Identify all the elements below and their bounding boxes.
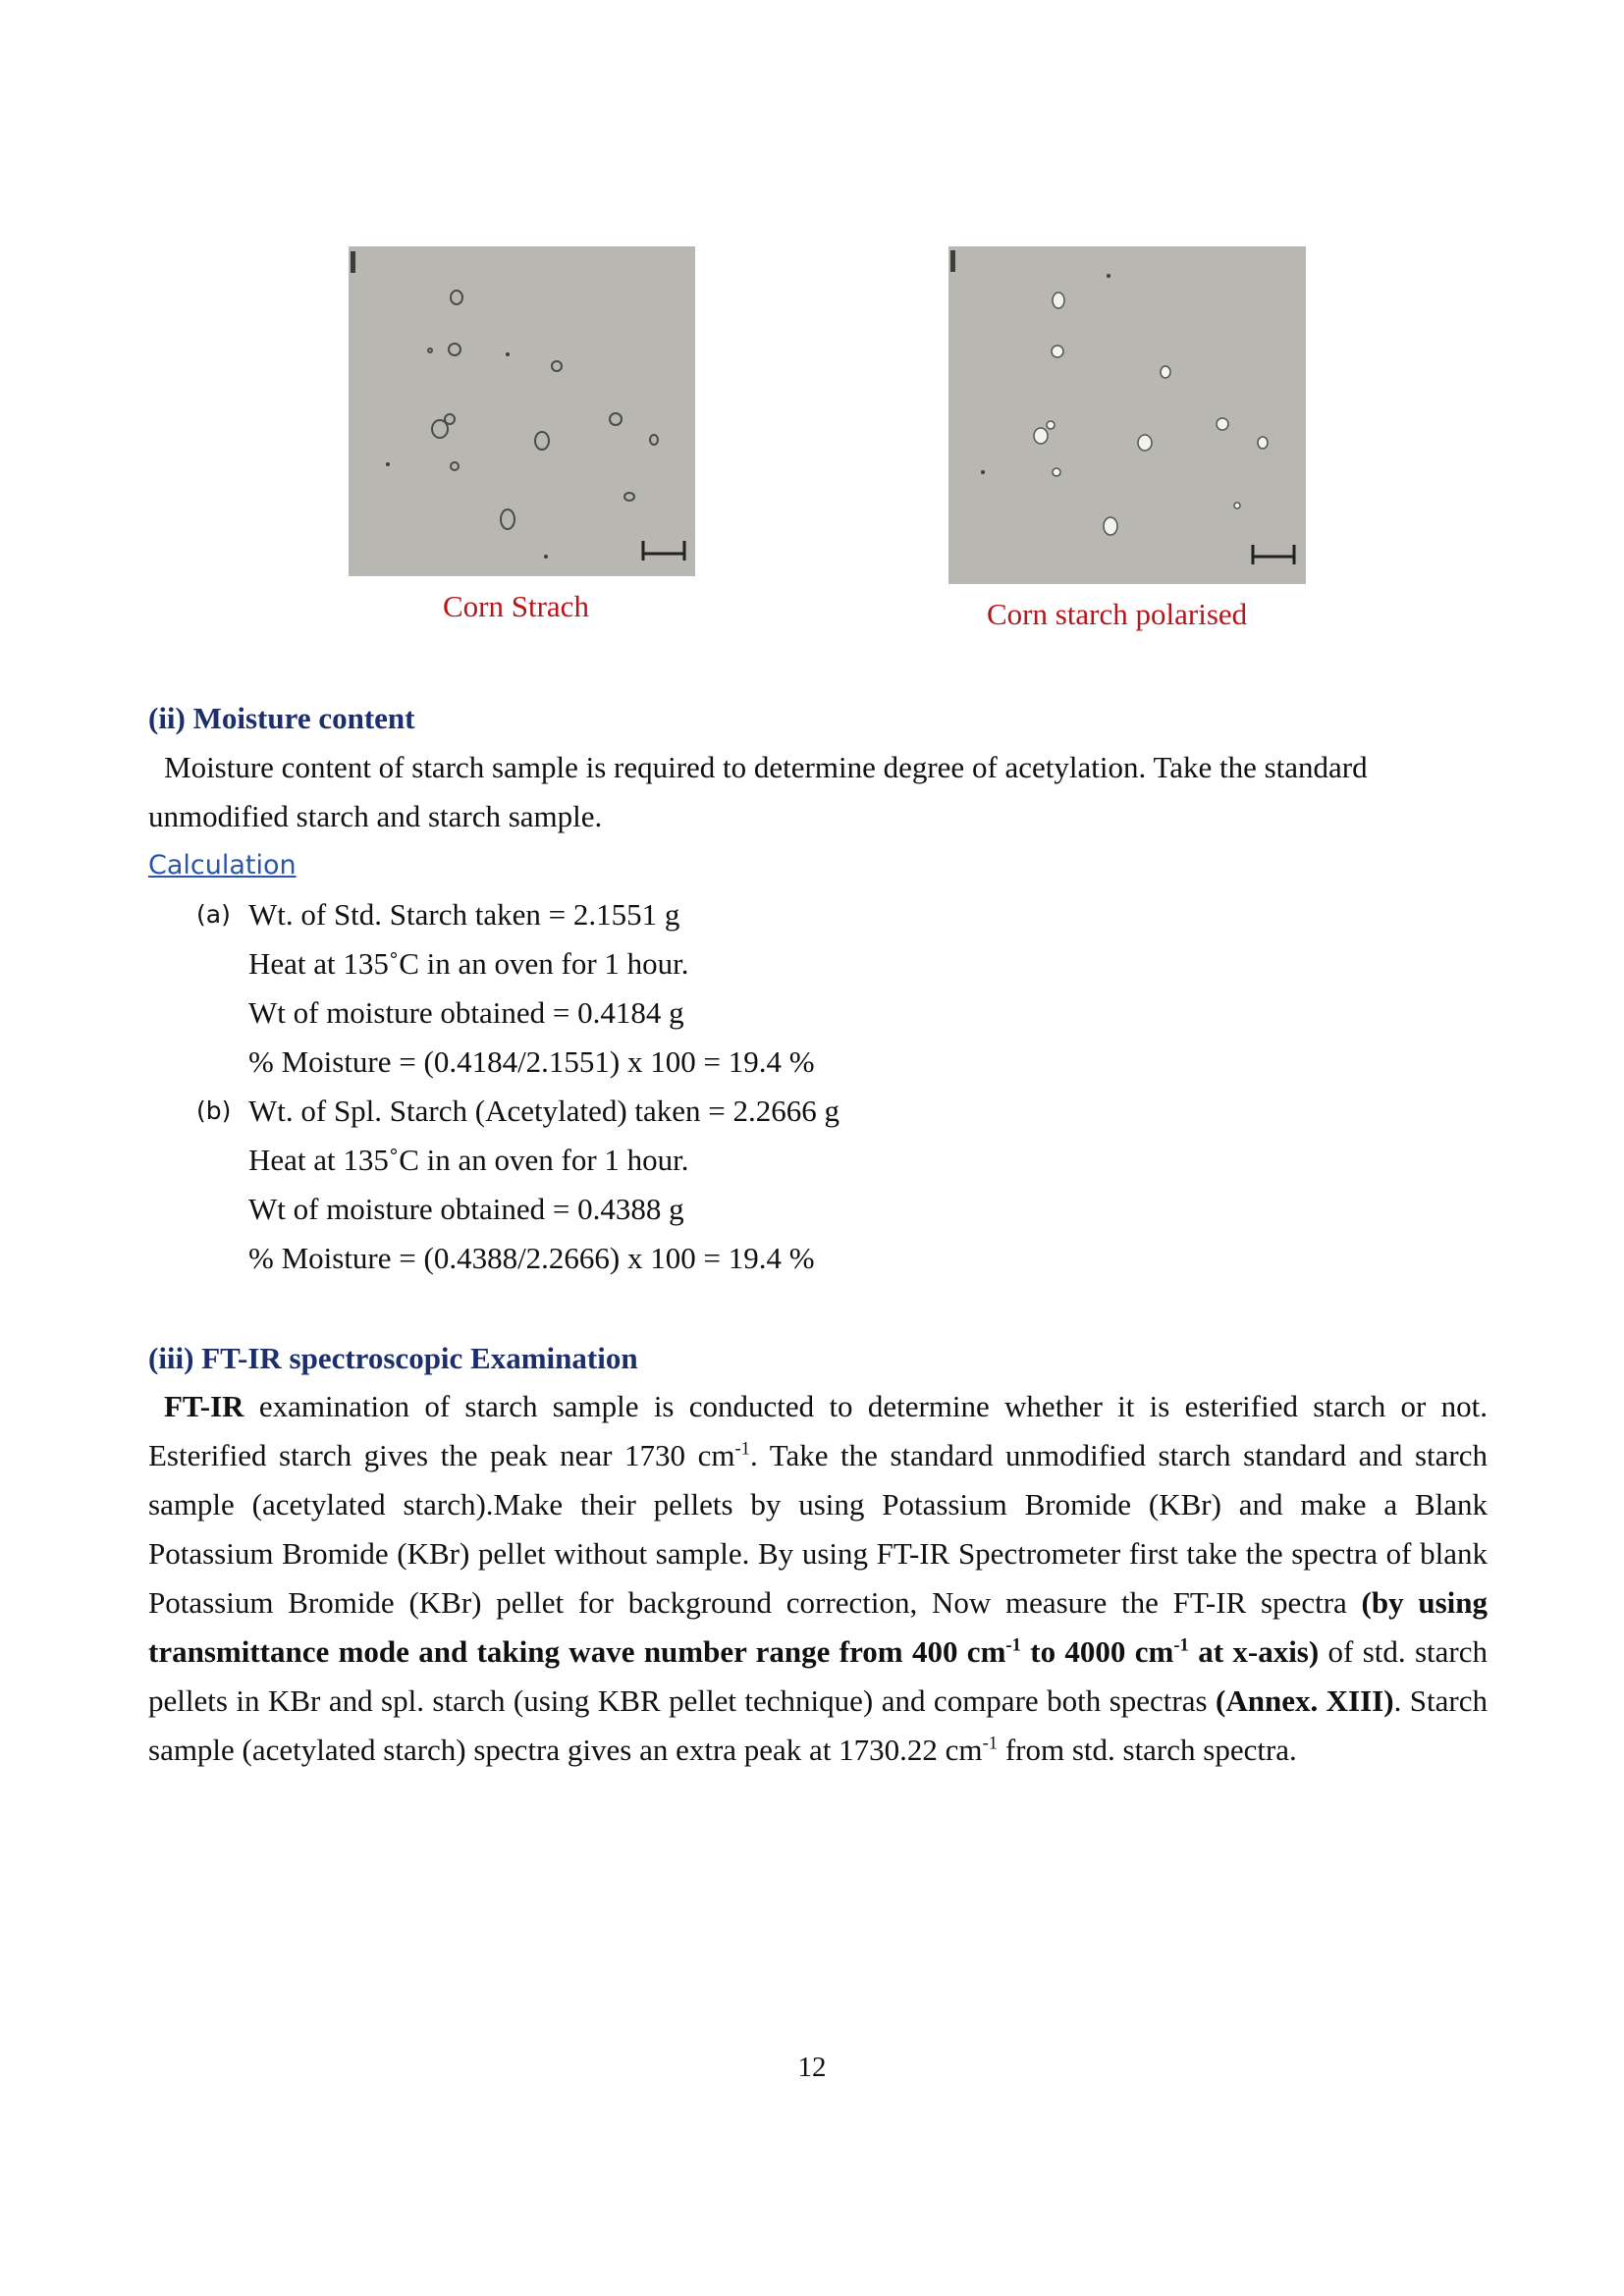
corn-starch-polarised-micrograph <box>948 246 1306 584</box>
ftir-sup-3: -1 <box>1173 1634 1189 1656</box>
calc-a-line-3: Wt of moisture obtained = 0.4184 g <box>248 995 684 1030</box>
ftir-bold-term: FT-IR <box>164 1389 244 1423</box>
calc-a-line-1: Wt. of Std. Starch taken = 2.1551 g <box>248 897 680 932</box>
calc-b-line-1: Wt. of Spl. Starch (Acetylated) taken = 2.2666 g <box>248 1094 840 1128</box>
ftir-text-3: of std. starch pellets in KBr and spl. starch (using KBR pellet technique) and compare both spectras <box>148 1634 1489 1718</box>
corn-starch-micrograph-image <box>349 246 695 576</box>
ftir-heading: (iii) FT-IR spectroscopic Examination <box>148 1341 638 1375</box>
moisture-content-heading: (ii) Moisture content <box>148 701 415 735</box>
ftir-sup-2: -1 <box>1005 1634 1021 1656</box>
list-marker-b: (b) <box>196 1096 232 1125</box>
calc-a-line-4: % Moisture = (0.4184/2.1551) x 100 = 19.4 % <box>248 1044 815 1079</box>
calc-b-line-3: Wt of moisture obtained = 0.4388 g <box>248 1192 684 1226</box>
list-marker-a: (a) <box>196 900 231 929</box>
ftir-bold-range-b: to 4000 cm <box>1020 1634 1174 1669</box>
moisture-intro-line-1: Moisture content of starch sample is required to determine degree of acetylation. Take the standard <box>164 750 1368 784</box>
calc-b-line-2: Heat at 135˚C in an oven for 1 hour. <box>248 1143 689 1177</box>
calc-b-line-4: % Moisture = (0.4388/2.2666) x 100 = 19.4 % <box>248 1241 815 1275</box>
ftir-text-2: . Take the standard unmodified starch standard and starch sample (acetylated starch).Make their pellets by using Potassium Bromide (KBr) and make a Blank Potassium Bromide (KBr) pellet without sample. By using FT-IR Spectrometer first take the spectra of blank Potassium Bromide (KBr) pellet for background correction, Now measure the FT-IR spectra <box>148 1438 1489 1620</box>
figure-caption-corn-starch: Corn Strach <box>443 589 589 623</box>
ftir-bold-range-a: (by using transmittance mode and taking wave number range from 400 cm <box>148 1585 1488 1669</box>
ftir-text-1: examination of starch sample is conducted to determine whether it is esterified starch or not. Esterified starch gives the peak near 1730 cm <box>148 1389 1488 1472</box>
corn-starch-polarised-micrograph-image <box>948 246 1306 584</box>
ftir-sup-1: -1 <box>734 1438 750 1460</box>
calc-a-line-2: Heat at 135˚C in an oven for 1 hour. <box>248 946 689 981</box>
page-number: 12 <box>797 2052 827 2083</box>
ftir-annex-ref: (Annex. XIII) <box>1216 1683 1394 1718</box>
moisture-intro-line-2: unmodified starch and starch sample. <box>148 799 603 833</box>
ftir-text-4: . Starch sample (acetylated starch) spectra gives an extra peak at 1730.22 cm <box>148 1683 1488 1767</box>
corn-starch-micrograph <box>349 246 695 576</box>
ftir-paragraph <box>148 1382 1488 1775</box>
ftir-text-5: from std. starch spectra. <box>998 1733 1297 1767</box>
ftir-sup-4: -1 <box>982 1733 999 1754</box>
figure-caption-corn-starch-polarised: Corn starch polarised <box>987 597 1248 631</box>
calculation-label: Calculation <box>148 850 297 881</box>
ftir-bold-range-c: at x-axis) <box>1188 1634 1320 1669</box>
